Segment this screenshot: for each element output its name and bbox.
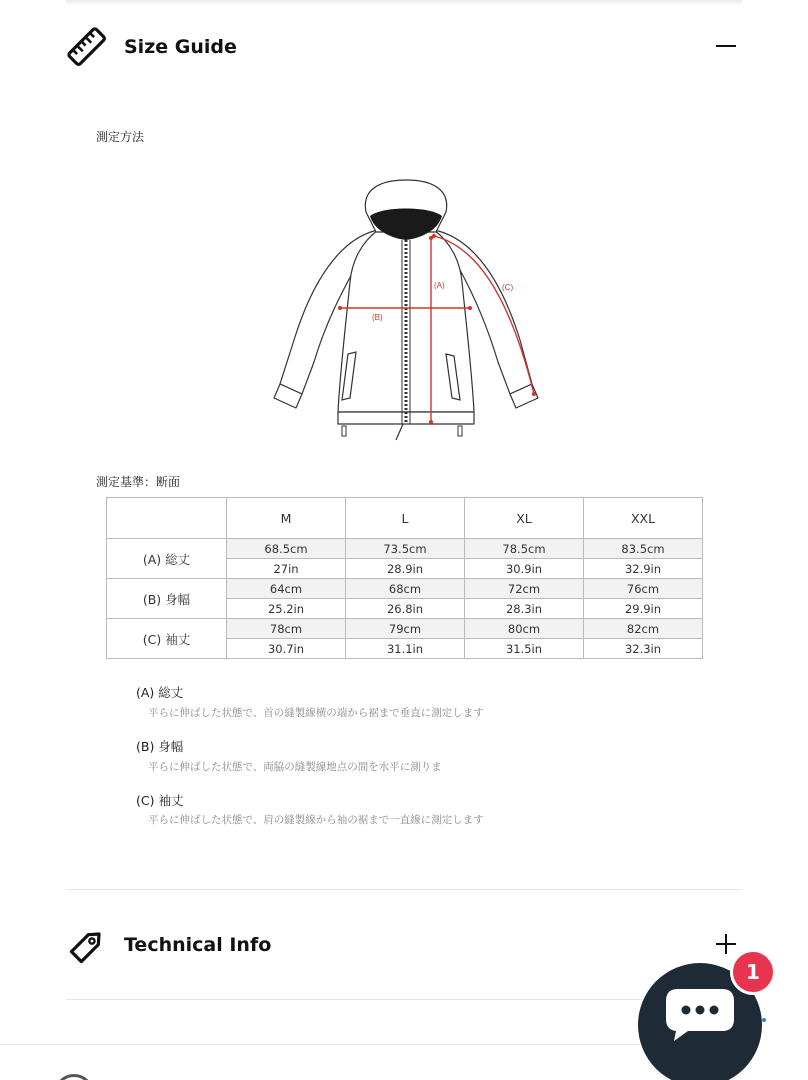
- note-title-a: (A) 総丈: [136, 685, 184, 700]
- diagram-label-b: (B): [372, 313, 383, 322]
- diagram-label-c: (C): [502, 283, 514, 292]
- table-cell: 30.9in: [465, 559, 584, 579]
- note-desc-a: 平らに伸ばした状態で、首の縫製線横の端から裾まで垂直に測定します: [148, 707, 484, 719]
- table-cell: 27in: [227, 559, 346, 579]
- bottom-bar-border: [0, 1044, 640, 1045]
- table-header-cell: [107, 498, 227, 539]
- technical-info-title: Technical Info: [124, 934, 272, 956]
- table-cell: 25.2in: [227, 599, 346, 619]
- row-label: (C) 袖丈: [107, 619, 227, 659]
- notification-badge: 1: [730, 949, 776, 995]
- table-cell: 28.3in: [465, 599, 584, 619]
- table-row: [107, 539, 703, 559]
- table-cell: 26.8in: [346, 599, 465, 619]
- table-cell: 80cm: [465, 619, 584, 639]
- note-desc-c: 平らに伸ばした状態で、肩の縫製線から袖の裾まで一直線に測定します: [148, 814, 484, 826]
- measurement-criteria-label: 測定基準：断面: [96, 475, 181, 489]
- tag-icon: [66, 925, 108, 967]
- table-header-cell: L: [346, 498, 465, 539]
- jacket-measurement-diagram: [262, 172, 552, 450]
- section-divider: [66, 889, 742, 890]
- table-cell: 68.5cm: [227, 539, 346, 559]
- table-cell: 73.5cm: [346, 539, 465, 559]
- table-cell: 32.9in: [584, 559, 703, 579]
- table-header-row: [107, 498, 703, 539]
- indicator-dot: [762, 1018, 766, 1022]
- table-cell: 82cm: [584, 619, 703, 639]
- panel-top-shadow: [66, 0, 742, 6]
- size-guide-accordion-header[interactable]: [66, 26, 742, 86]
- chat-bubble-icon: [664, 987, 736, 1043]
- table-cell: 32.3in: [584, 639, 703, 659]
- table-cell: 78cm: [227, 619, 346, 639]
- measurement-method-label: 測定方法: [96, 130, 145, 144]
- table-cell: 64cm: [227, 579, 346, 599]
- table-cell: 68cm: [346, 579, 465, 599]
- diagram-label-a: (A): [434, 281, 445, 290]
- size-table: [106, 497, 703, 659]
- table-cell: 31.5in: [465, 639, 584, 659]
- table-cell: 31.1in: [346, 639, 465, 659]
- avatar[interactable]: [54, 1074, 94, 1080]
- technical-info-accordion-header[interactable]: [66, 925, 742, 985]
- table-cell: 83.5cm: [584, 539, 703, 559]
- plus-icon[interactable]: [714, 932, 738, 956]
- table-row: [107, 619, 703, 639]
- table-row: [107, 579, 703, 599]
- table-cell: 29.9in: [584, 599, 703, 619]
- table-cell: 78.5cm: [465, 539, 584, 559]
- ruler-icon: [66, 26, 108, 68]
- note-title-b: (B) 身幅: [136, 739, 184, 754]
- table-cell: 76cm: [584, 579, 703, 599]
- table-header-cell: XL: [465, 498, 584, 539]
- minus-icon[interactable]: [714, 34, 738, 58]
- note-title-c: (C) 袖丈: [136, 793, 184, 808]
- note-desc-b: 平らに伸ばした状態で、両脇の縫製線地点の間を水平に測りま: [148, 761, 442, 773]
- table-header-cell: XXL: [584, 498, 703, 539]
- table-cell: 79cm: [346, 619, 465, 639]
- table-header-cell: M: [227, 498, 346, 539]
- table-cell: 28.9in: [346, 559, 465, 579]
- table-cell: 72cm: [465, 579, 584, 599]
- size-guide-title: Size Guide: [124, 36, 237, 58]
- row-label: (A) 総丈: [107, 539, 227, 579]
- section-divider: [66, 999, 742, 1000]
- row-label: (B) 身幅: [107, 579, 227, 619]
- table-cell: 30.7in: [227, 639, 346, 659]
